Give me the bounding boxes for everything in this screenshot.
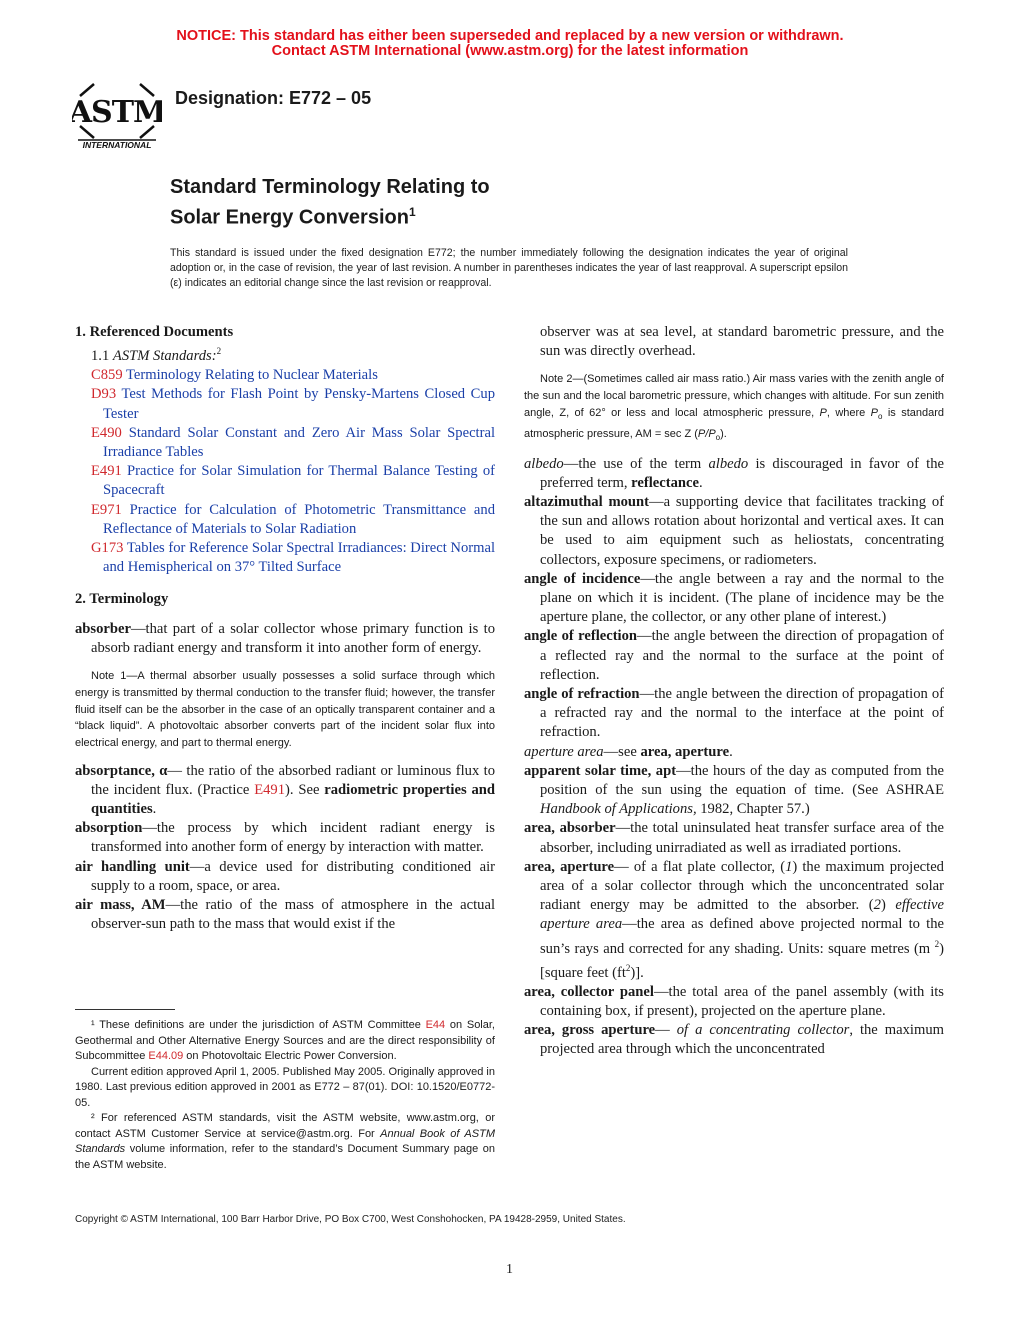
footnote-current-edition: Current edition approved April 1, 2005. Published May 2005. Originally approved in 1980. Last previous edition approved in 2001 as E772 – 87(01). DOI: 10.1520/E0772-05.	[75, 1065, 495, 1109]
note-1: Note 1—A thermal absorber usually possesses a solid surface through which energy is transmitted by thermal conduction to the transfer fluid; however, the transfer fluid itself can be the absorber in the case of an optically transparent container and a “black liquid”. A photovoltaic absorber converts part of the incident solar flux into electrical energy, and part to thermal energy.	[75, 670, 495, 749]
def-air-handling-unit: air handling unit—a device used for distributing conditioned air supply to a room, space, or area.	[75, 858, 495, 894]
logo-letters: ASTM	[72, 95, 162, 130]
def-apparent-solar-time: apparent solar time, apt—the hours of the day as computed from the position of the sun using the equation of time. (See ASHRAE Handbook of Applications, 1982, Chapter 57.)	[524, 762, 945, 818]
ref-g173[interactable]: G173 Tables for Reference Solar Spectral Irradiances: Direct Normal and Hemispherical on 37° Tilted Surface	[91, 540, 496, 576]
notice-line-2: Contact ASTM International (www.astm.org) for the latest information	[271, 43, 749, 59]
footnote-1: ¹ These definitions are under the jurisdiction of ASTM Committee E44 on Solar, Geothermal and Other Alternative Energy Sources and are the direct responsibility of Subcommittee E44.09 on Photovoltaic Electric Power Conversion.	[75, 1019, 495, 1062]
page-title: Standard Terminology Relating to Solar Energy Conversion$^1$	[170, 176, 490, 229]
link-e44[interactable]: E44	[425, 1019, 446, 1031]
footnotes	[75, 1018, 495, 1173]
right-column	[524, 323, 944, 1060]
left-column	[75, 323, 495, 934]
def-area-absorber: area, absorber—the total uninsulated heat transfer surface area of the absorber, including unirradiated as well as irradiated portions.	[524, 820, 944, 856]
def-air-mass: air mass, AM—the ratio of the mass of atmosphere in the actual observer-sun path to the mass that would exist if the	[75, 897, 495, 933]
def-absorption: absorption—the process by which incident radiant energy is transformed into another form of energy by interaction with matter.	[75, 820, 495, 856]
ref-e491[interactable]: E491 Practice for Solar Simulation for Thermal Balance Testing of Spacecraft	[91, 463, 495, 499]
ref-d93[interactable]: D93 Test Methods for Flash Point by Pensky-Martens Closed Cup Tester	[91, 386, 495, 422]
def-angle-of-reflection: angle of reflection—the angle between the direction of propagation of a reflected ray and the normal to the surface at the point of reflection.	[524, 628, 944, 683]
note-2: Note 2—(Sometimes called air mass ratio.) Air mass varies with the zenith angle of the sun and the local barometric pressure, which changes with altitude. For sun zenith angle, Z, of 62° or less and local atmospheric pressure, P, where $P_o$ is standard atmospheric pressure, AM = sec Z $(P/P_o)$.	[524, 373, 944, 442]
ref-e971[interactable]: E971 Practice for Calculation of Photometric Transmittance and Reflectance of Materials to Solar Radiation	[91, 501, 495, 537]
ref-e490[interactable]: E490 Standard Solar Constant and Zero Air Mass Solar Spectral Irradiance Tables	[91, 424, 495, 461]
logo-subtitle: INTERNATIONAL	[82, 140, 152, 150]
def-albedo: albedo—the use of the term albedo is discouraged in favor of the preferred term, reflectance.	[524, 455, 944, 491]
copyright: Copyright © ASTM International, 100 Barr Harbor Drive, PO Box C700, West Conshohocken, PA 19428-2959, United States.	[75, 1214, 626, 1225]
def-angle-of-refraction: angle of refraction—the angle between the direction of propagation of a refracted ray and the normal to the interface at the point of refraction.	[524, 686, 945, 741]
link-e44-09[interactable]: E44.09	[148, 1050, 184, 1062]
referenced-documents-list	[75, 366, 495, 577]
astm-logo	[72, 74, 162, 152]
def-altazimuthal-mount: altazimuthal mount—a supporting device that facilitates tracking of the sun and allows rotation about horizontal and vertical axes. It can be used to aim equipment such as heliostats, concentrating collectors, exposure specimens, or radiometers.	[524, 494, 944, 568]
designation: Designation: E772 – 05	[175, 88, 372, 108]
def-area-collector-panel: area, collector panel—the total area of the panel assembly (with its containing box, if present), projected on the aperture plane.	[524, 983, 944, 1019]
def-absorber: absorber—that part of a solar collector whose primary function is to absorb radiant energy and transform it into another form of energy.	[75, 620, 495, 656]
subsection-1-1: 1.1 ASTM Standards:$^2$	[91, 346, 222, 365]
ref-c859[interactable]: C859 Terminology Relating to Nuclear Materials	[91, 367, 378, 384]
section-2-heading: 2. Terminology	[75, 590, 169, 607]
link-e491[interactable]: E491	[254, 781, 286, 798]
def-area-aperture: area, aperture— of a flat plate collector, (1) the maximum projected area of a solar collector through which the unconcentrated solar radiant energy may be admitted to the absorber. (2) effective aperture area—the area as defined above projected normal to the sun’s rays and corrected for any shading. Units: square metres (m $^2$) [square feet $(ft^2)$].	[524, 858, 944, 981]
issuance-statement: This standard is issued under the fixed designation E772; the number immediately following the designation indicates the year of original adoption or, in the case of revision, the year of last revision. A number in parentheses indicates the year of last reapproval. A superscript epsilon (ε) indicates an editorial change since the last revision or reapproval.	[170, 247, 848, 289]
def-angle-of-incidence: angle of incidence—the angle between a ray and the normal to the plane on which it is incident. (The plane of incidence may be the aperture plane, the collector, or any other plane of interest.)	[524, 570, 944, 626]
footnote-rule	[75, 1009, 175, 1010]
def-aperture-area: aperture area—see area, aperture.	[524, 743, 733, 760]
section-1-heading: 1. Referenced Documents	[75, 324, 234, 340]
def-area-gross-aperture: area, gross aperture— of a concentrating collector, the maximum projected area through which the unconcentrated	[524, 1022, 944, 1058]
page-number: 1	[506, 1262, 513, 1277]
footnote-2: ² For referenced ASTM standards, visit the ASTM website, www.astm.org, or contact ASTM Customer Service at service@astm.org. For Annual Book of ASTM Standards volume information, refer to the standard’s Document Summary page on the ASTM website.	[75, 1112, 495, 1171]
air-mass-continued: observer was at sea level, at standard barometric pressure, and the sun was directly overhead.	[540, 324, 944, 360]
notice-line-1: NOTICE: This standard has either been superseded and replaced by a new version or withdrawn.	[176, 28, 844, 44]
def-absorptance: absorptance, α— the ratio of the absorbed radiant or luminous flux to the incident flux. (Practice E491). See radiometric properties and quantities.	[75, 762, 495, 818]
